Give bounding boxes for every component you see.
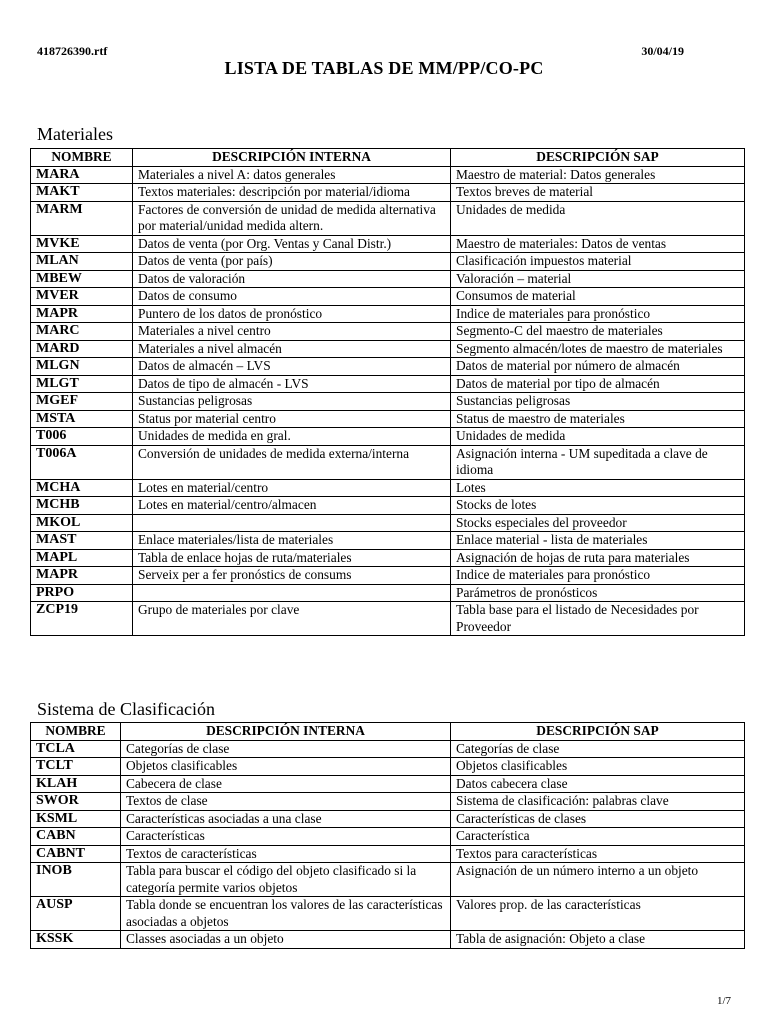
cell-nombre: MAPR [31, 305, 133, 323]
cell-descripcion-sap: Sistema de clasificación: palabras clave [451, 793, 745, 811]
cell-descripcion-interna: Textos materiales: descripción por material/idioma [133, 184, 451, 202]
cell-descripcion-interna: Puntero de los datos de pronóstico [133, 305, 451, 323]
cell-descripcion-interna: Características asociadas a una clase [121, 810, 451, 828]
table-row [31, 549, 745, 567]
cell-descripcion-interna: Status por material centro [133, 410, 451, 428]
cell-descripcion-sap: Maestro de material: Datos generales [451, 166, 745, 184]
table-row [31, 793, 745, 811]
column-header-descripcion-interna: DESCRIPCIÓN INTERNA [121, 723, 451, 741]
cell-descripcion-sap: Datos de material por tipo de almacén [451, 375, 745, 393]
cell-descripcion-sap: Unidades de medida [451, 428, 745, 446]
cell-descripcion-interna: Categorías de clase [121, 740, 451, 758]
cell-descripcion-sap: Datos de material por número de almacén [451, 358, 745, 376]
cell-descripcion-sap: Indice de materiales para pronóstico [451, 567, 745, 585]
document-date: 30/04/19 [641, 44, 684, 58]
cell-descripcion-sap: Status de maestro de materiales [451, 410, 745, 428]
cell-descripcion-sap: Objetos clasificables [451, 758, 745, 776]
cell-nombre: KLAH [31, 775, 121, 793]
file-name: 418726390.rtf [37, 44, 108, 58]
cell-nombre: MBEW [31, 270, 133, 288]
table-row [31, 410, 745, 428]
cell-descripcion-interna: Materiales a nivel centro [133, 323, 451, 341]
table-row [31, 201, 745, 235]
table-row [31, 270, 745, 288]
cell-nombre: TCLA [31, 740, 121, 758]
column-header-nombre: NOMBRE [31, 149, 133, 167]
table-row [31, 479, 745, 497]
document-title: LISTA DE TABLAS DE MM/PP/CO-PC [224, 58, 544, 78]
cell-descripcion-sap: Datos cabecera clase [451, 775, 745, 793]
table-row [31, 340, 745, 358]
cell-nombre: MAPL [31, 549, 133, 567]
cell-nombre: SWOR [31, 793, 121, 811]
cell-descripcion-interna: Unidades de medida en gral. [133, 428, 451, 446]
cell-descripcion-interna: Datos de venta (por Org. Ventas y Canal Distr.) [133, 235, 451, 253]
cell-descripcion-interna: Serveix per a fer pronóstics de consums [133, 567, 451, 585]
table-row [31, 740, 745, 758]
cell-descripcion-interna: Tabla donde se encuentran los valores de las características asociadas a objetos [121, 897, 451, 931]
cell-descripcion-sap: Valores prop. de las características [451, 897, 745, 931]
cell-descripcion-sap: Asignación interna - UM supeditada a clave de idioma [451, 445, 745, 479]
cell-descripcion-sap: Asignación de hojas de ruta para materiales [451, 549, 745, 567]
cell-descripcion-sap: Tabla de asignación: Objeto a clase [451, 931, 745, 949]
cell-descripcion-interna: Tabla de enlace hojas de ruta/materiales [133, 549, 451, 567]
cell-descripcion-sap: Stocks de lotes [451, 497, 745, 515]
cell-descripcion-sap: Características de clases [451, 810, 745, 828]
table-row [31, 358, 745, 376]
table-row [31, 235, 745, 253]
column-header-descripcion-sap: DESCRIPCIÓN SAP [451, 149, 745, 167]
cell-nombre: MLGT [31, 375, 133, 393]
cell-descripcion-interna: Conversión de unidades de medida externa/interna [133, 445, 451, 479]
table-header-row [31, 723, 745, 741]
table-row [31, 602, 745, 636]
table-materiales [30, 148, 745, 636]
section-title-materiales: Materiales [37, 124, 113, 144]
section-title-sistema-clasificacion: Sistema de Clasificación [37, 699, 215, 719]
cell-nombre: MARC [31, 323, 133, 341]
cell-nombre: MCHA [31, 479, 133, 497]
cell-descripcion-interna [133, 514, 451, 532]
table-row [31, 497, 745, 515]
cell-nombre: CABN [31, 828, 121, 846]
column-header-nombre: NOMBRE [31, 723, 121, 741]
table-row [31, 897, 745, 931]
cell-descripcion-interna: Datos de almacén – LVS [133, 358, 451, 376]
cell-nombre: MARM [31, 201, 133, 235]
cell-nombre: MKOL [31, 514, 133, 532]
cell-descripcion-interna: Materiales a nivel A: datos generales [133, 166, 451, 184]
cell-nombre: MARD [31, 340, 133, 358]
cell-nombre: TCLT [31, 758, 121, 776]
cell-descripcion-interna: Tabla para buscar el código del objeto clasificado si la categoría permite varios objetos [121, 863, 451, 897]
cell-nombre: MLGN [31, 358, 133, 376]
cell-descripcion-sap: Maestro de materiales: Datos de ventas [451, 235, 745, 253]
cell-descripcion-interna: Factores de conversión de unidad de medida alternativa por material/unidad medida altern. [133, 201, 451, 235]
cell-nombre: MAKT [31, 184, 133, 202]
cell-nombre: MCHB [31, 497, 133, 515]
cell-descripcion-sap: Segmento-C del maestro de materiales [451, 323, 745, 341]
cell-descripcion-interna: Datos de valoración [133, 270, 451, 288]
table-row [31, 810, 745, 828]
cell-descripcion-interna: Cabecera de clase [121, 775, 451, 793]
cell-nombre: KSSK [31, 931, 121, 949]
table-row [31, 393, 745, 411]
cell-descripcion-interna: Datos de consumo [133, 288, 451, 306]
cell-nombre: MARA [31, 166, 133, 184]
cell-descripcion-interna: Datos de tipo de almacén - LVS [133, 375, 451, 393]
cell-nombre: T006 [31, 428, 133, 446]
cell-nombre: MLAN [31, 253, 133, 271]
table-row [31, 305, 745, 323]
cell-nombre: MVKE [31, 235, 133, 253]
cell-descripcion-sap: Stocks especiales del proveedor [451, 514, 745, 532]
cell-descripcion-interna: Lotes en material/centro [133, 479, 451, 497]
cell-nombre: MAPR [31, 567, 133, 585]
cell-nombre: T006A [31, 445, 133, 479]
cell-nombre: ZCP19 [31, 602, 133, 636]
table-row [31, 184, 745, 202]
cell-descripcion-sap: Valoración – material [451, 270, 745, 288]
cell-descripcion-sap: Indice de materiales para pronóstico [451, 305, 745, 323]
cell-nombre: MSTA [31, 410, 133, 428]
cell-descripcion-sap: Segmento almacén/lotes de maestro de materiales [451, 340, 745, 358]
table-row [31, 428, 745, 446]
table-row [31, 375, 745, 393]
cell-descripcion-sap: Categorías de clase [451, 740, 745, 758]
cell-nombre: KSML [31, 810, 121, 828]
cell-descripcion-sap: Parámetros de pronósticos [451, 584, 745, 602]
table-row [31, 758, 745, 776]
table-row [31, 775, 745, 793]
cell-descripcion-interna [133, 584, 451, 602]
cell-descripcion-sap: Enlace material - lista de materiales [451, 532, 745, 550]
cell-descripcion-interna: Materiales a nivel almacén [133, 340, 451, 358]
cell-descripcion-sap: Sustancias peligrosas [451, 393, 745, 411]
table-row [31, 863, 745, 897]
cell-descripcion-sap: Asignación de un número interno a un objeto [451, 863, 745, 897]
table-row [31, 288, 745, 306]
cell-descripcion-interna: Objetos clasificables [121, 758, 451, 776]
table-header-row [31, 149, 745, 167]
cell-descripcion-interna: Características [121, 828, 451, 846]
cell-nombre: AUSP [31, 897, 121, 931]
cell-nombre: MVER [31, 288, 133, 306]
cell-descripcion-sap: Textos para características [451, 845, 745, 863]
table-row [31, 931, 745, 949]
table-row [31, 166, 745, 184]
column-header-descripcion-sap: DESCRIPCIÓN SAP [451, 723, 745, 741]
cell-descripcion-interna: Datos de venta (por país) [133, 253, 451, 271]
table-row [31, 514, 745, 532]
cell-descripcion-interna: Classes asociadas a un objeto [121, 931, 451, 949]
table-sistema-clasificacion [30, 722, 745, 949]
cell-descripcion-sap: Clasificación impuestos material [451, 253, 745, 271]
table-row [31, 445, 745, 479]
cell-descripcion-sap: Textos breves de material [451, 184, 745, 202]
cell-descripcion-interna: Textos de características [121, 845, 451, 863]
table-row [31, 532, 745, 550]
cell-descripcion-interna: Sustancias peligrosas [133, 393, 451, 411]
cell-descripcion-sap: Lotes [451, 479, 745, 497]
cell-nombre: MGEF [31, 393, 133, 411]
table-row [31, 584, 745, 602]
cell-descripcion-interna: Grupo de materiales por clave [133, 602, 451, 636]
page-number: 1/7 [716, 995, 731, 1007]
table-row [31, 845, 745, 863]
cell-nombre: MAST [31, 532, 133, 550]
cell-nombre: CABNT [31, 845, 121, 863]
cell-descripcion-interna: Enlace materiales/lista de materiales [133, 532, 451, 550]
cell-descripcion-sap: Característica [451, 828, 745, 846]
table-row [31, 567, 745, 585]
cell-descripcion-interna: Lotes en material/centro/almacen [133, 497, 451, 515]
cell-descripcion-sap: Tabla base para el listado de Necesidades por Proveedor [451, 602, 745, 636]
cell-descripcion-interna: Textos de clase [121, 793, 451, 811]
table-row [31, 253, 745, 271]
cell-nombre: INOB [31, 863, 121, 897]
table-row [31, 323, 745, 341]
cell-descripcion-sap: Consumos de material [451, 288, 745, 306]
column-header-descripcion-interna: DESCRIPCIÓN INTERNA [133, 149, 451, 167]
table-row [31, 828, 745, 846]
cell-nombre: PRPO [31, 584, 133, 602]
cell-descripcion-sap: Unidades de medida [451, 201, 745, 235]
